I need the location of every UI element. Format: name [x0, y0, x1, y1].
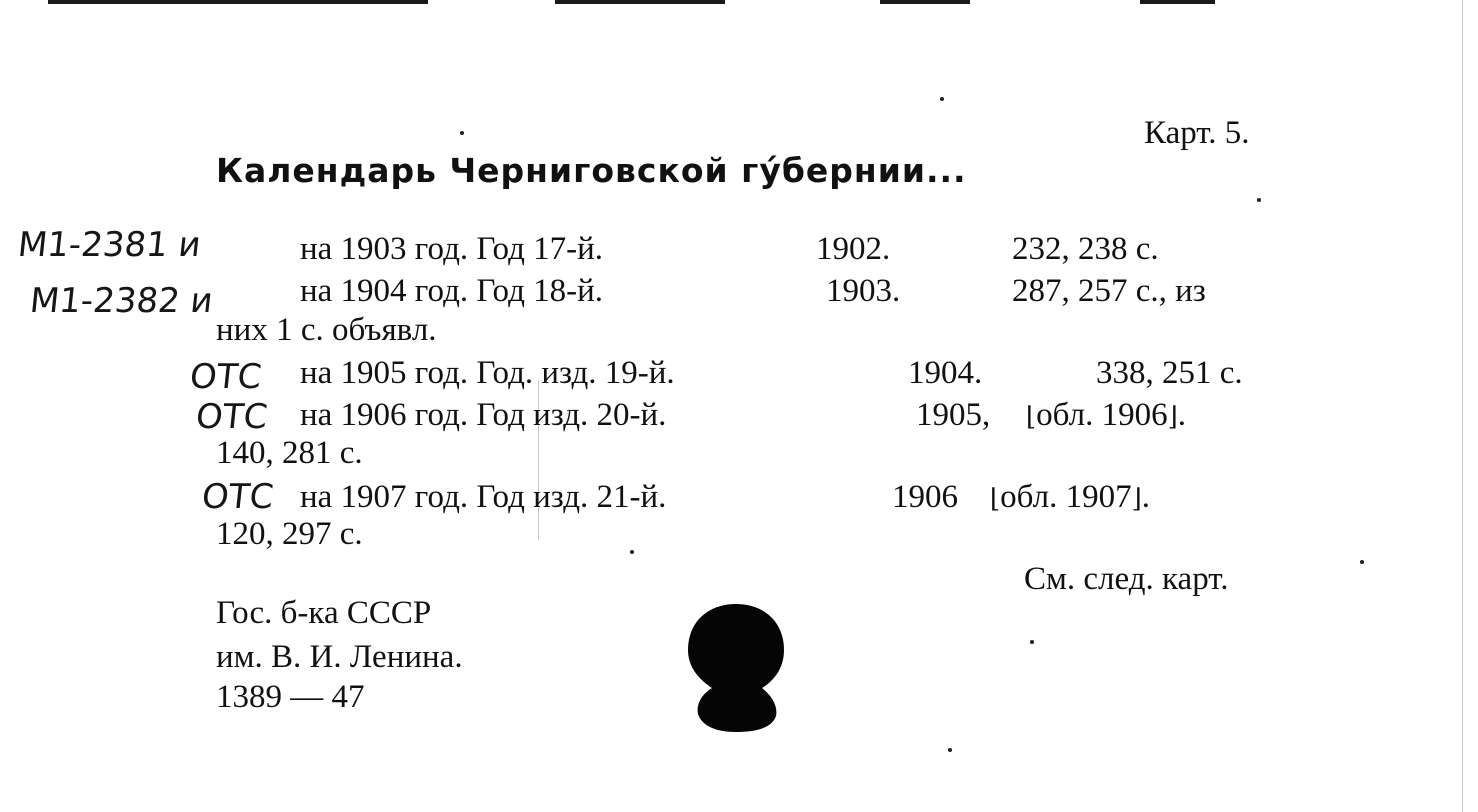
bracket-open-icon: ⌊ [1026, 402, 1037, 431]
scan-speck [1030, 640, 1034, 644]
entry-pages: 232, 238 с. [1012, 231, 1159, 267]
scan-speck [1257, 198, 1261, 202]
scan-speck [460, 131, 464, 135]
entry-continuation: 120, 297 с. [216, 516, 363, 552]
entry-pages: обл. 1907 [1000, 479, 1132, 515]
entry-text: на 1906 год. Год изд. 20-й. [300, 397, 667, 433]
entry-year: 1905, [916, 397, 991, 433]
see-next-card: См. след. карт. [1024, 561, 1229, 597]
entry-year: 1902. [816, 231, 891, 267]
entry-year: 1904. [908, 355, 983, 391]
entry-binding-bracket: ⌊обл. 1907⌋. [990, 479, 1150, 515]
entry-text: на 1903 год. Год 17-й. [300, 231, 604, 267]
bracket-close-icon: ⌋ [1167, 402, 1178, 431]
scan-speck [1360, 560, 1364, 564]
library-name-continued: им. В. И. Ленина. [216, 639, 463, 675]
entry-year: 1903. [826, 273, 901, 309]
entry-year: 1906 [892, 479, 958, 515]
entry-continuation: них 1 с. объявл. [216, 312, 437, 348]
shelfmark-annotation: ОТС [193, 397, 270, 437]
entry-text: на 1907 год. Год изд. 21-й. [300, 479, 667, 515]
bracket-close-icon: ⌋ [1131, 484, 1142, 513]
top-edge-rule [1140, 0, 1215, 4]
card-title: Календарь Черниговской гу́бернии... [216, 151, 967, 190]
scan-line [1462, 0, 1463, 812]
library-name: Гос. б-ка СССР [216, 595, 432, 631]
entry-continuation: 140, 281 с. [216, 435, 363, 471]
entry-pages: обл. 1906 [1036, 397, 1168, 433]
entry-text: на 1905 год. Год. изд. 19-й. [300, 355, 675, 391]
scan-speck [630, 550, 634, 554]
entry-text: на 1904 год. Год 18-й. [300, 273, 604, 309]
shelfmark-annotation: М1-2381 и [15, 225, 203, 265]
top-edge-rule [880, 0, 970, 4]
print-run-number: 1389 — 47 [216, 679, 365, 715]
shelfmark-annotation: ОТС [199, 477, 276, 517]
scan-speck [940, 97, 944, 101]
top-edge-rule [555, 0, 725, 4]
top-edge-rule [48, 0, 428, 4]
bracket-open-icon: ⌊ [990, 484, 1001, 513]
shelfmark-annotation: ОТС [187, 357, 264, 397]
scan-speck [948, 748, 952, 752]
entry-binding-bracket: ⌊обл. 1906⌋. [1026, 397, 1186, 433]
shelfmark-annotation: М1-2382 и [27, 281, 215, 321]
entry-pages: 287, 257 с., из [1012, 273, 1206, 309]
punch-hole [686, 600, 786, 732]
card-number: Карт. 5. [1144, 115, 1250, 151]
entry-pages: 338, 251 с. [1096, 355, 1243, 391]
